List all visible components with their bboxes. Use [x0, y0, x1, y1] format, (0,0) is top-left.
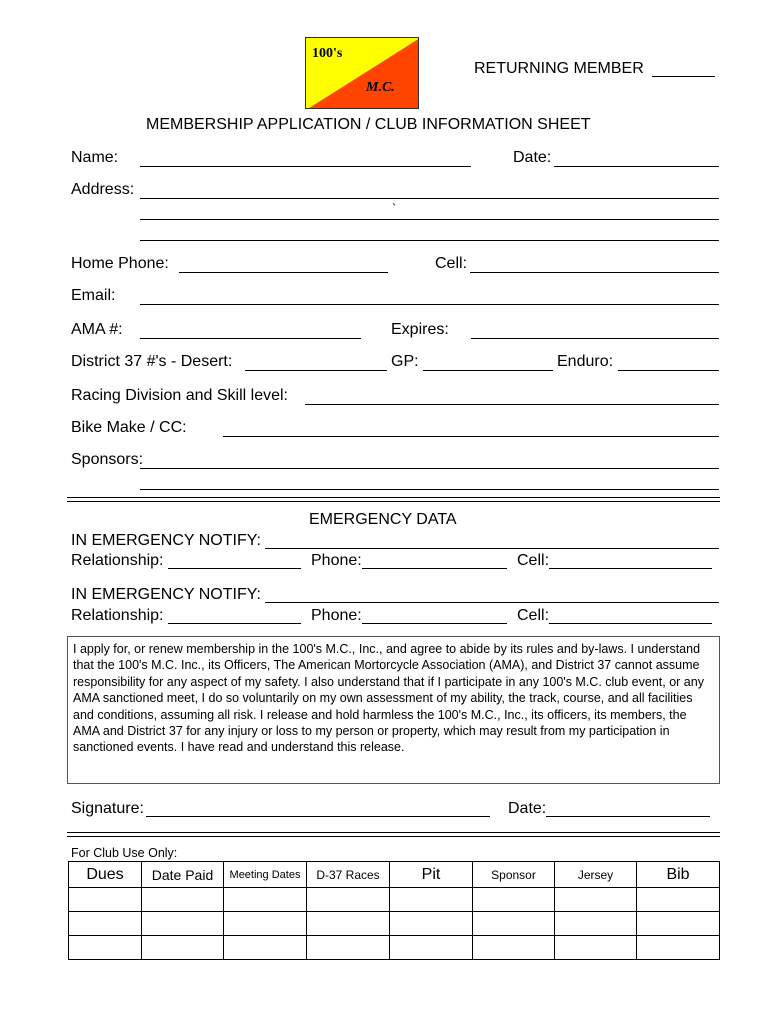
- col-meeting-dates: Meeting Dates: [224, 862, 307, 888]
- sponsors-line-1[interactable]: [140, 468, 719, 469]
- relationship-label-2: Relationship:: [71, 607, 164, 624]
- col-d37-races: D-37 Races: [307, 862, 390, 888]
- table-cell[interactable]: [555, 912, 637, 936]
- release-text-box: I apply for, or renew membership in the 100's M.C., Inc., and agree to abide by its rules and by-laws. I understand that the 100's M.C. Inc., its Officers, The American Mortorcycle Association (AMA), and District 37 cannot assume responsibility for any aspect of my safety. I also understand that if I participate in any 100's M.C. club event, or any AMA sanctioned meet, I do so voluntarily on my own assessment of my ability, the track, course, and all facilities and conditions, assuming all risk. I release and hold harmless the 100's M.C., Inc., its officers, its members, the AMA and District 37 for any injury or loss to my person or property, which may result from my participation in sanctioned events. I have read and understand this release.: [67, 636, 720, 784]
- col-sponsor: Sponsor: [473, 862, 555, 888]
- club-use-table: [68, 861, 720, 960]
- desert-line[interactable]: [245, 370, 387, 371]
- table-cell[interactable]: [637, 912, 720, 936]
- table-cell[interactable]: [69, 888, 142, 912]
- signature-date-line[interactable]: [546, 816, 710, 817]
- cell-label: Cell:: [435, 255, 468, 272]
- table-cell[interactable]: [637, 936, 720, 960]
- table-cell[interactable]: [224, 888, 307, 912]
- expires-label: Expires:: [391, 321, 449, 338]
- table-cell[interactable]: [142, 936, 224, 960]
- home-phone-label: Home Phone:: [71, 255, 169, 272]
- name-line[interactable]: [140, 166, 471, 167]
- emergency-title: EMERGENCY DATA: [309, 511, 457, 528]
- address-line-3[interactable]: [140, 240, 719, 241]
- table-cell[interactable]: [473, 936, 555, 960]
- ama-label: AMA #:: [71, 321, 123, 338]
- col-dues: Dues: [69, 862, 142, 888]
- table-cell[interactable]: [224, 936, 307, 960]
- relationship-line-2[interactable]: [168, 623, 301, 624]
- cell-line-2[interactable]: [549, 623, 712, 624]
- emergency-notify-line-2[interactable]: [265, 602, 719, 603]
- enduro-label: Enduro:: [557, 353, 614, 370]
- expires-line[interactable]: [471, 338, 719, 339]
- enduro-line[interactable]: [618, 370, 719, 371]
- gp-line[interactable]: [423, 370, 553, 371]
- table-cell[interactable]: [307, 912, 390, 936]
- table-cell[interactable]: [307, 936, 390, 960]
- home-phone-line[interactable]: [179, 272, 388, 273]
- table-cell[interactable]: [390, 912, 473, 936]
- email-line[interactable]: [140, 304, 719, 305]
- gp-label: GP:: [391, 353, 419, 370]
- emergency-notify-line-1[interactable]: [265, 548, 719, 549]
- phone-line-1[interactable]: [362, 568, 507, 569]
- table-cell[interactable]: [224, 912, 307, 936]
- table-row: [69, 912, 720, 936]
- club-use-label: For Club Use Only:: [71, 846, 178, 860]
- signature-date-label: Date:: [508, 800, 547, 817]
- cell-line[interactable]: [470, 272, 719, 273]
- racing-line[interactable]: [305, 404, 719, 405]
- logo-bottom-text: M.C.: [366, 80, 395, 95]
- racing-label: Racing Division and Skill level:: [71, 387, 288, 404]
- cell-line-1[interactable]: [549, 568, 712, 569]
- name-label: Name:: [71, 149, 119, 166]
- table-cell[interactable]: [390, 936, 473, 960]
- date-line[interactable]: [554, 166, 719, 167]
- table-cell[interactable]: [142, 888, 224, 912]
- returning-member-label: RETURNING MEMBER: [474, 60, 644, 77]
- table-row: [69, 888, 720, 912]
- table-cell[interactable]: [473, 912, 555, 936]
- table-cell[interactable]: [637, 888, 720, 912]
- sponsors-label: Sponsors:: [71, 451, 144, 468]
- table-cell[interactable]: [473, 888, 555, 912]
- address-line-2[interactable]: [140, 219, 719, 220]
- table-row: [69, 936, 720, 960]
- address-label: Address:: [71, 181, 135, 198]
- col-jersey: Jersey: [555, 862, 637, 888]
- bike-label: Bike Make / CC:: [71, 419, 187, 436]
- signature-line[interactable]: [146, 816, 490, 817]
- table-cell[interactable]: [390, 888, 473, 912]
- logo-top-text: 100's: [312, 46, 343, 61]
- table-cell[interactable]: [69, 912, 142, 936]
- table-cell[interactable]: [555, 888, 637, 912]
- cell-label-1: Cell:: [517, 552, 550, 569]
- table-cell[interactable]: [69, 936, 142, 960]
- page-title: MEMBERSHIP APPLICATION / CLUB INFORMATION SHEET: [146, 116, 591, 133]
- relationship-label-1: Relationship:: [71, 552, 164, 569]
- table-cell[interactable]: [307, 888, 390, 912]
- district-label: District 37 #'s - Desert:: [71, 353, 233, 370]
- signature-label: Signature:: [71, 800, 144, 817]
- address-line-1[interactable]: [140, 198, 719, 199]
- ama-line[interactable]: [140, 338, 361, 339]
- club-use-header-row: [69, 862, 720, 888]
- email-label: Email:: [71, 287, 116, 304]
- club-logo: [305, 37, 419, 109]
- returning-member-line[interactable]: [652, 76, 715, 77]
- phone-label-1: Phone:: [311, 552, 362, 569]
- table-cell[interactable]: [142, 912, 224, 936]
- emergency-notify-label-2: IN EMERGENCY NOTIFY:: [71, 586, 261, 603]
- table-cell[interactable]: [555, 936, 637, 960]
- phone-line-2[interactable]: [362, 623, 507, 624]
- address-mark: `: [392, 201, 397, 216]
- sponsors-line-2[interactable]: [140, 489, 719, 490]
- date-label: Date:: [513, 149, 552, 166]
- col-bib: Bib: [637, 862, 720, 888]
- emergency-notify-label-1: IN EMERGENCY NOTIFY:: [71, 532, 261, 549]
- phone-label-2: Phone:: [311, 607, 362, 624]
- col-pit: Pit: [390, 862, 473, 888]
- cell-label-2: Cell:: [517, 607, 550, 624]
- section-divider: [67, 497, 720, 502]
- club-use-divider: [67, 832, 720, 837]
- bike-line[interactable]: [223, 436, 719, 437]
- relationship-line-1[interactable]: [168, 568, 301, 569]
- col-date-paid: Date Paid: [142, 862, 224, 888]
